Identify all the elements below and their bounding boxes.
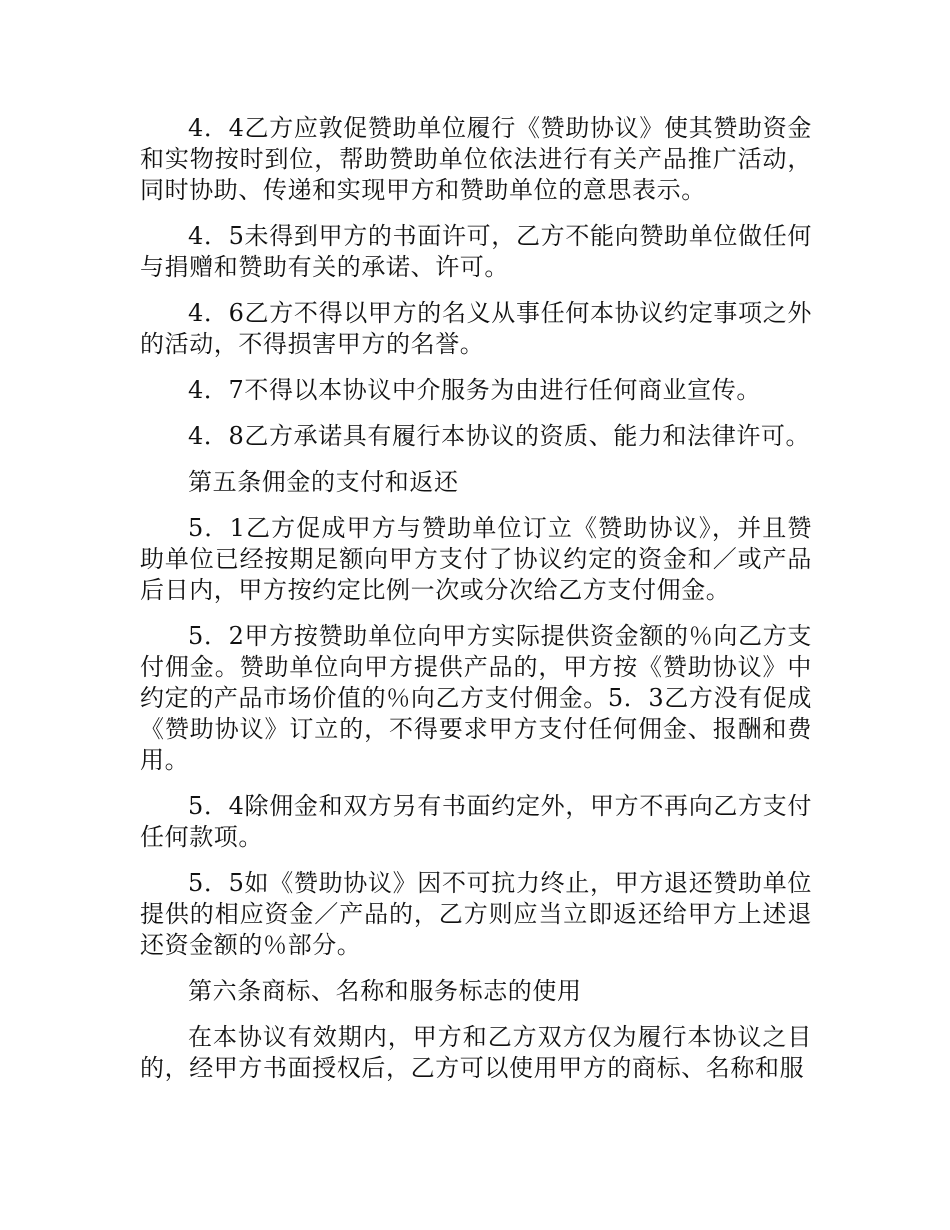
article-6-heading: 第六条商标、名称和服务标志的使用 [188, 977, 582, 1005]
clause-5-2: 5．2甲方按赞助单位向甲方实际提供资金额的％向乙方支付佣金。赞助单位向甲方提供产品的，甲方按《赞助协议》中约定的产品市场价值的％向乙方支付佣金。5．3乙方没有促成《赞助协议》订立的，不得要求甲方支付任何佣金、报酬和费用。 [140, 622, 812, 774]
clause-5-4: 5．4除佣金和双方另有书面约定外，甲方不再向乙方支付任何款项。 [140, 792, 812, 851]
article-6-text: 在本协议有效期内，甲方和乙方双方仅为履行本协议之目的，经甲方书面授权后，乙方可以使用甲方的商标、名称和服 [140, 1023, 812, 1082]
clause-4-8: 4．8乙方承诺具有履行本协议的资质、能力和法律许可。 [188, 422, 811, 450]
clause-5-5: 5．5如《赞助协议》因不可抗力终止，甲方退还赞助单位提供的相应资金／产品的，乙方则应当立即返还给甲方上述退还资金额的％部分。 [140, 869, 812, 959]
clause-5-1: 5．1乙方促成甲方与赞助单位订立《赞助协议》，并且赞助单位已经按期足额向甲方支付了协议约定的资金和／或产品后日内，甲方按约定比例一次或分次给乙方支付佣金。 [140, 514, 812, 604]
clause-4-6: 4．6乙方不得以甲方的名义从事任何本协议约定事项之外的活动，不得损害甲方的名誉。 [140, 299, 812, 358]
document-body [140, 113, 812, 1099]
clause-4-5: 4．5未得到甲方的书面许可，乙方不能向赞助单位做任何与捐赠和赞助有关的承诺、许可。 [140, 222, 812, 281]
article-5-heading: 第五条佣金的支付和返还 [188, 468, 459, 496]
clause-4-4: 4．4乙方应敦促赞助单位履行《赞助协议》使其赞助资金和实物按时到位，帮助赞助单位依法进行有关产品推广活动，同时协助、传递和实现甲方和赞助单位的意思表示。 [140, 114, 812, 204]
clause-4-7: 4．7不得以本协议中介服务为由进行任何商业宣传。 [188, 376, 761, 404]
